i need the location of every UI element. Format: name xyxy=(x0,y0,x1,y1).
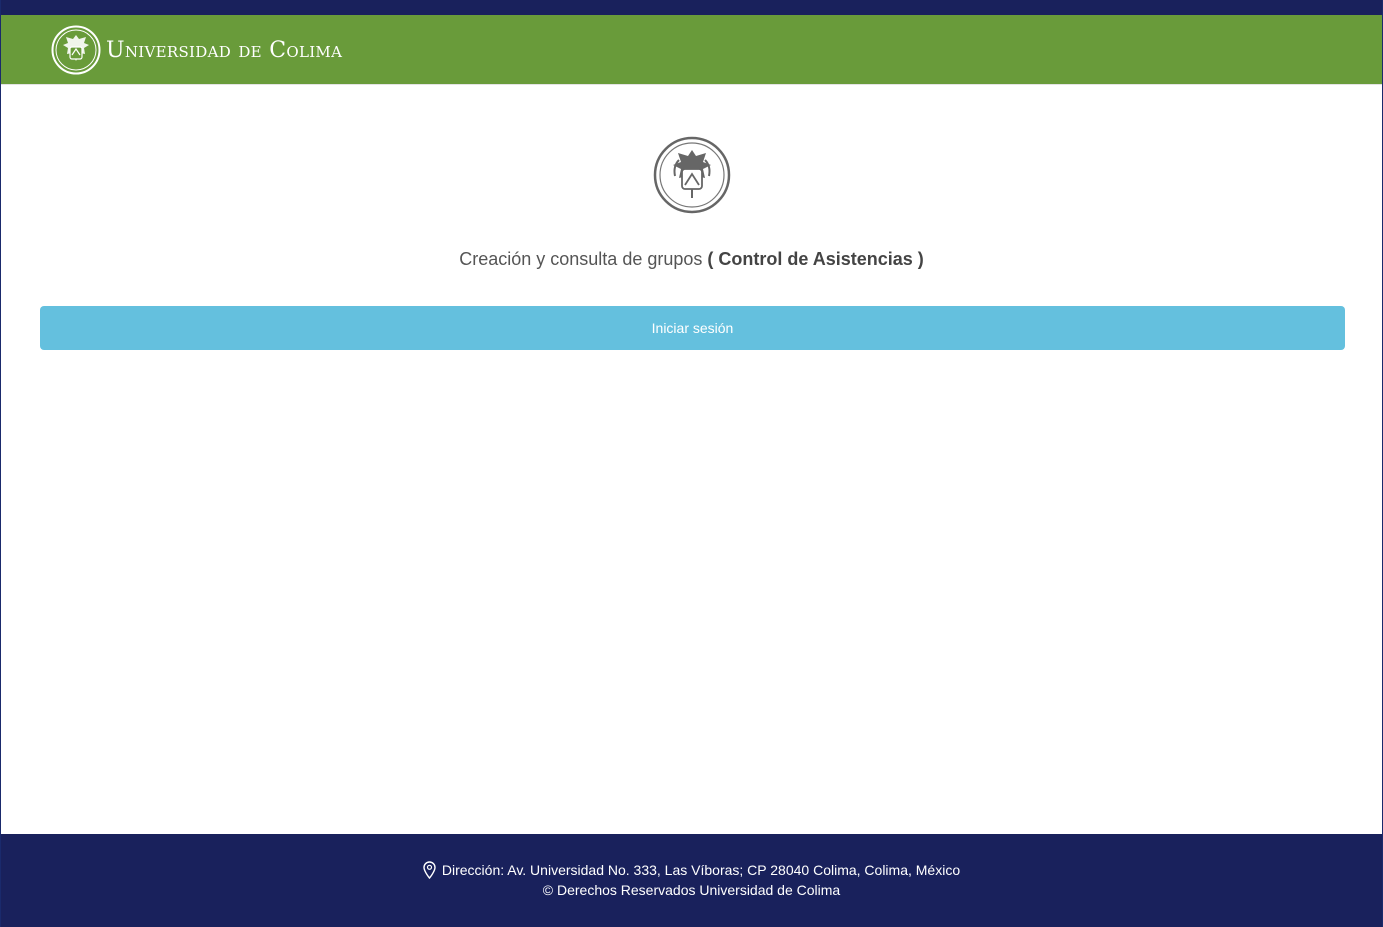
login-button[interactable]: Iniciar sesión xyxy=(40,306,1345,350)
brand-name: Universidad de Colima xyxy=(106,37,343,63)
university-seal-icon xyxy=(51,25,101,75)
footer xyxy=(1,834,1382,927)
header xyxy=(1,15,1382,85)
university-seal-icon xyxy=(653,136,731,214)
footer-address xyxy=(1,861,1382,879)
subtitle-text: Creación y consulta de grupos xyxy=(459,249,708,269)
brand-link[interactable] xyxy=(51,24,342,76)
subtitle-system-name: ( Control de Asistencias ) xyxy=(707,249,924,269)
location-pin-icon xyxy=(423,861,436,879)
address-text: Dirección: Av. Universidad No. 333, Las Víboras; CP 28040 Colima, Colima, México xyxy=(441,862,961,878)
page-subtitle xyxy=(1,249,1382,270)
copyright-text: © Derechos Reservados Universidad de Colima xyxy=(542,882,841,898)
top-bar xyxy=(1,0,1382,15)
